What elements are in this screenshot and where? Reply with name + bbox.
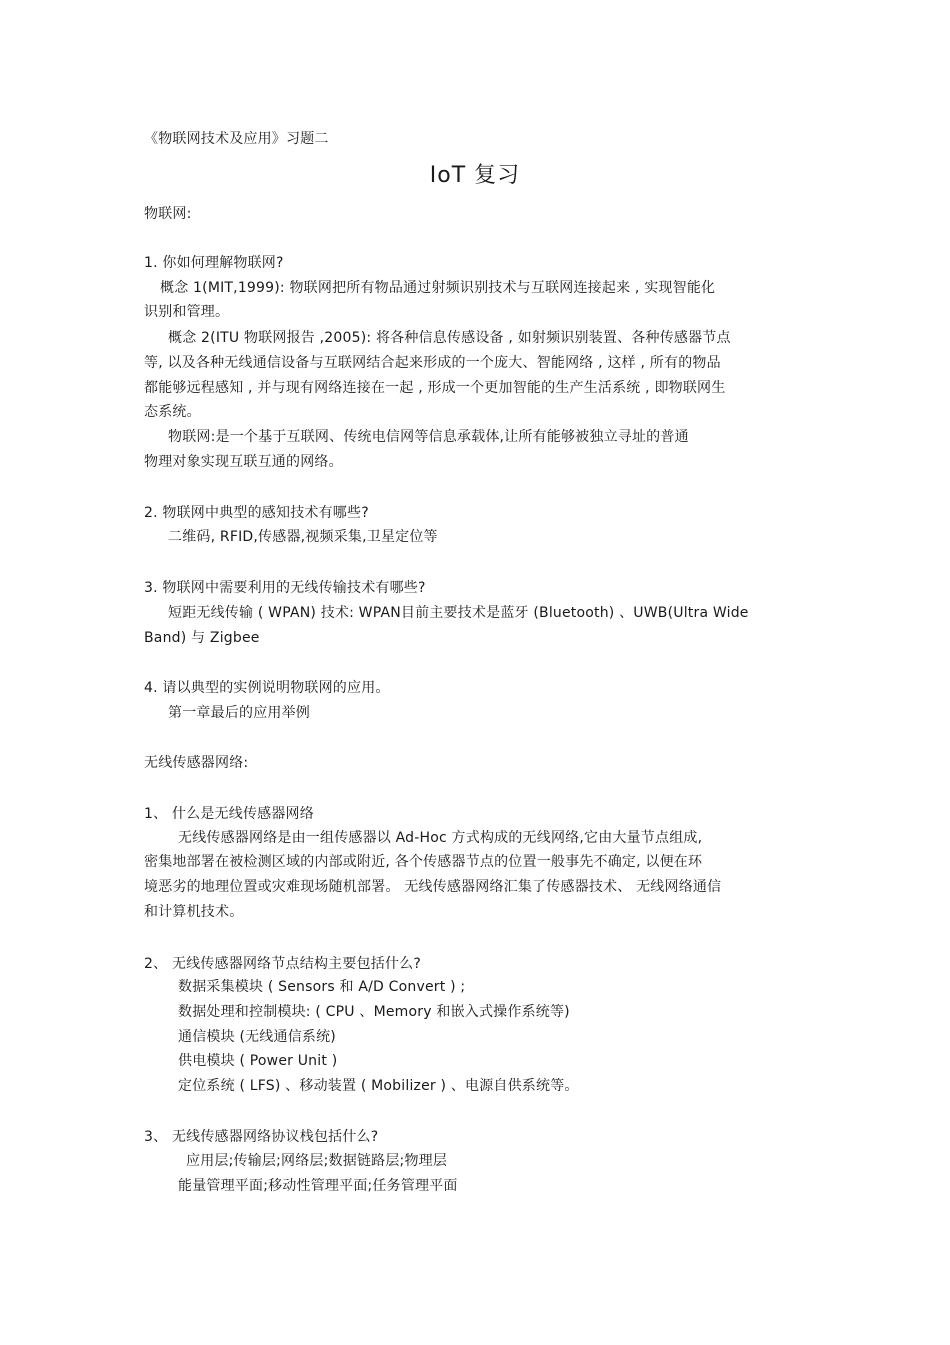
answer-line: 概念 1(MIT,1999): 物联网把所有物品通过射频识别技术与互联网连接起来 , 实现智能化 (160, 280, 716, 296)
answer-line: 都能够远程感知 , 并与现有网络连接在一起 , 形成一个更加智能的生产生活系统 , 即物联网生 (144, 380, 726, 396)
answer-line: 概念 2(ITU 物联网报告 ,2005): 将各种信息传感设备 , 如射频识别装置、各种传感器节点 (168, 330, 731, 346)
answer-line: 和计算机技术。 (144, 904, 244, 920)
answer-line: 二维码, RFID,传感器,视频采集,卫星定位等 (168, 529, 438, 545)
question-1: 1. 你如何理解物联网? (144, 255, 284, 271)
question-2: 2. 物联网中典型的感知技术有哪些? (144, 505, 369, 521)
question-3: 3. 物联网中需要利用的无线传输技术有哪些? (144, 580, 426, 596)
answer-line: 物理对象实现互联互通的网络。 (144, 454, 343, 470)
question-4: 4. 请以典型的实例说明物联网的应用。 (144, 680, 390, 696)
answer-line: 第一章最后的应用举例 (168, 705, 310, 721)
page-title: IoT 复习 (429, 163, 521, 188)
answer-line: 应用层;传输层;网络层;数据链路层;物理层 (186, 1153, 448, 1169)
answer-line: 态系统。 (144, 404, 201, 420)
answer-line: 境恶劣的地理位置或灾难现场随机部署。 无线传感器网络汇集了传感器技术、 无线网络通信 (144, 879, 722, 895)
answer-line: 定位系统 ( LFS) 、移动装置 ( Mobilizer ) 、电源自供系统等。 (178, 1078, 579, 1094)
answer-line: 通信模块 (无线通信系统) (178, 1029, 336, 1045)
answer-line: 密集地部署在被检测区域的内部或附近, 各个传感器节点的位置一般事先不确定, 以便在环 (144, 854, 703, 870)
answer-line: Band) 与 Zigbee (144, 630, 260, 646)
answer-line: 供电模块 ( Power Unit ) (178, 1053, 338, 1069)
answer-line: 识别和管理。 (144, 304, 230, 320)
answer-line: 物联网:是一个基于互联网、传统电信网等信息承载体,让所有能够被独立寻址的普通 (168, 429, 689, 445)
answer-line: 数据采集模块 ( Sensors 和 A/D Convert ) ; (178, 979, 466, 995)
answer-line: 无线传感器网络是由一组传感器以 Ad-Hoc 方式构成的无线网络,它由大量节点组成, (178, 830, 703, 846)
answer-line: 能量管理平面;移动性管理平面;任务管理平面 (178, 1178, 458, 1194)
section-heading-wsn: 无线传感器网络: (144, 755, 249, 771)
answer-line: 短距无线传输 ( WPAN) 技术: WPAN目前主要技术是蓝牙 (Bluetooth) 、UWB(Ultra Wide (168, 605, 749, 621)
question-3: 3、 无线传感器网络协议栈包括什么? (144, 1129, 379, 1145)
answer-line: 等, 以及各种无线通信设备与互联网结合起来形成的一个庞大、智能网络 , 这样 , 所有的物品 (144, 355, 721, 371)
section-heading-iot: 物联网: (144, 206, 192, 222)
answer-line: 数据处理和控制模块: ( CPU 、Memory 和嵌入式操作系统等) (178, 1004, 570, 1020)
doc-header: 《物联网技术及应用》习题二 (144, 131, 329, 147)
question-2: 2、 无线传感器网络节点结构主要包括什么? (144, 956, 421, 972)
question-1: 1、 什么是无线传感器网络 (144, 806, 314, 822)
